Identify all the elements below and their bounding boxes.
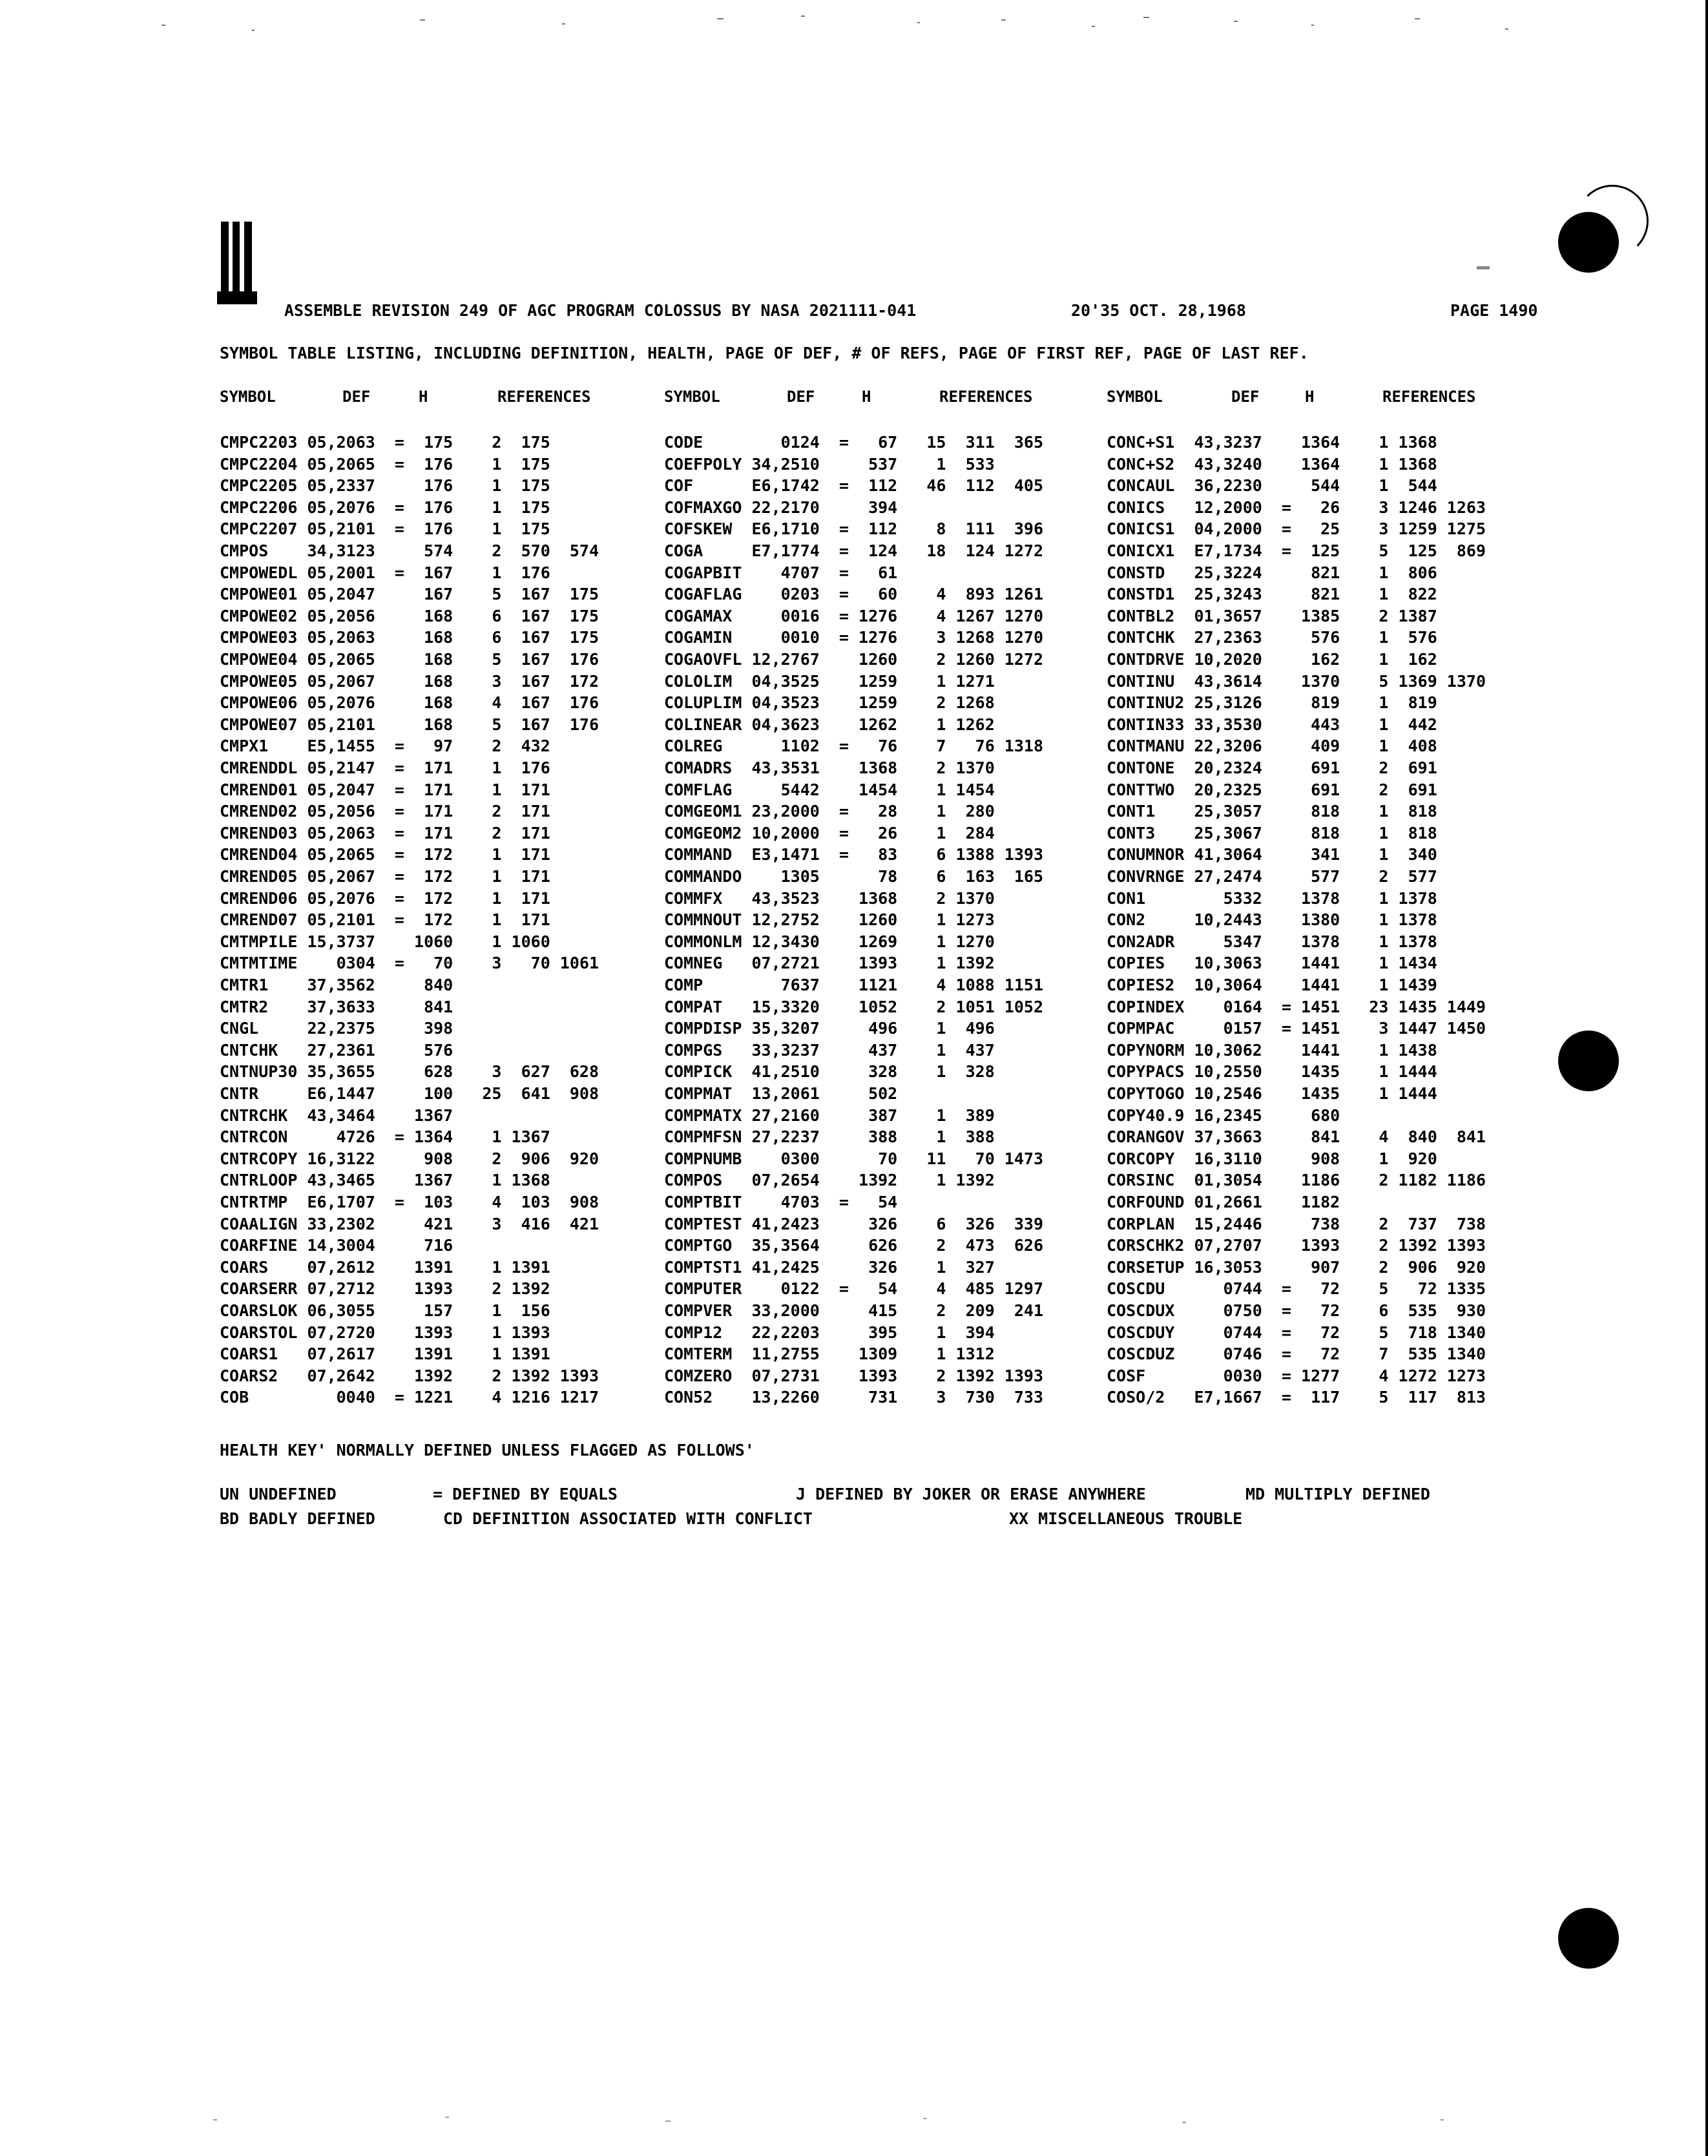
table-row: COMPAT 15,3320 1052 2 1051 1052 [664, 997, 1043, 1016]
table-row: COMP12 22,2203 395 1 394 [664, 1323, 1043, 1342]
table-row: CMPOWE07 05,2101 168 5 167 176 [220, 715, 599, 734]
table-row: COPMPAC 0157 = 1451 3 1447 1450 [1107, 1019, 1486, 1038]
table-row: COB 0040 = 1221 4 1216 1217 [220, 1388, 599, 1407]
table-row: COMPTBIT 4703 = 54 [664, 1193, 1043, 1211]
table-row: CONTTWO 20,2325 691 2 691 [1107, 780, 1486, 799]
table-row: COARS 07,2612 1391 1 1391 [220, 1257, 599, 1277]
col-header-symbol: SYMBOL [1107, 388, 1163, 406]
table-row: COMPTST1 41,2425 326 1 327 [664, 1257, 1043, 1277]
table-row: COGAPBIT 4707 = 61 [664, 563, 1043, 582]
table-row: CNTRLOOP 43,3465 1367 1 1368 [220, 1171, 599, 1190]
col-header-def: DEF [1231, 388, 1260, 406]
table-row: CONTCHK 27,2363 576 1 576 [1107, 628, 1486, 647]
table-row: CMPOWE01 05,2047 167 5 167 175 [220, 585, 599, 604]
table-row: COSF 0030 = 1277 4 1272 1273 [1107, 1366, 1486, 1385]
col-header-health: H [1305, 388, 1315, 406]
table-row: CMREND04 05,2065 = 172 1 171 [220, 845, 599, 864]
table-row: COMP 7637 1121 4 1088 1151 [664, 976, 1043, 994]
table-row: COMFLAG 5442 1454 1 1454 [664, 780, 1043, 799]
table-row: CMREND07 05,2101 = 172 1 171 [220, 910, 599, 930]
table-row: COMPOS 07,2654 1392 1 1392 [664, 1171, 1043, 1190]
table-row: COARFINE 14,3004 716 [220, 1236, 599, 1255]
table-row: CONSTD1 25,3243 821 1 822 [1107, 585, 1486, 604]
health-key-badly: BD BADLY DEFINED [220, 1509, 375, 1528]
table-row: COMPTGO 35,3564 626 2 473 626 [664, 1236, 1043, 1255]
table-row: CNTRCON 4726 = 1364 1 1367 [220, 1127, 599, 1147]
table-row: COGA E7,1774 = 124 18 124 1272 [664, 541, 1043, 560]
table-row: COMMNOUT 12,2752 1260 1 1273 [664, 910, 1043, 930]
table-row: CONTIN33 33,3530 443 1 442 [1107, 715, 1486, 734]
table-row: CONICX1 E7,1734 = 125 5 125 869 [1107, 541, 1486, 560]
table-row: COGAMIN 0010 = 1276 3 1268 1270 [664, 628, 1043, 647]
health-key-multiply: MD MULTIPLY DEFINED [1245, 1485, 1430, 1503]
table-row: CNTCHK 27,2361 576 [220, 1040, 599, 1060]
table-row: COGAMAX 0016 = 1276 4 1267 1270 [664, 606, 1043, 625]
table-row: COSO/2 E7,1667 = 117 5 117 813 [1107, 1388, 1486, 1407]
table-row: COMPMATX 27,2160 387 1 389 [664, 1105, 1043, 1125]
table-row: CORPLAN 15,2446 738 2 737 738 [1107, 1214, 1486, 1233]
table-row: COMPTEST 41,2423 326 6 326 339 [664, 1214, 1043, 1233]
margin-tick [1477, 266, 1490, 269]
table-row: CMPC2207 05,2101 = 176 1 175 [220, 519, 599, 539]
table-row: COLUPLIM 04,3523 1259 2 1268 [664, 693, 1043, 713]
table-row: CORSINC 01,3054 1186 2 1182 1186 [1107, 1171, 1486, 1190]
table-row: COFSKEW E6,1710 = 112 8 111 396 [664, 519, 1043, 539]
table-row: COARSLOK 06,3055 157 1 156 [220, 1301, 599, 1320]
table-row: COSCDUX 0750 = 72 6 535 930 [1107, 1301, 1486, 1320]
table-row: COMGEOM2 10,2000 = 26 1 284 [664, 823, 1043, 843]
table-row: CONTMANU 22,3206 409 1 408 [1107, 737, 1486, 756]
table-row: CMPOWE02 05,2056 168 6 167 175 [220, 606, 599, 625]
col-header-references: REFERENCES [1382, 388, 1476, 406]
table-row: COMZERO 07,2731 1393 2 1392 1393 [664, 1366, 1043, 1385]
table-row: COMPMAT 13,2061 502 [664, 1084, 1043, 1103]
table-row: CONICS 12,2000 = 26 3 1246 1263 [1107, 497, 1486, 517]
table-row: CMPOWEDL 05,2001 = 167 1 176 [220, 563, 599, 582]
health-key-undefined: UN UNDEFINED [220, 1485, 337, 1503]
table-row: CONTDRVE 10,2020 162 1 162 [1107, 650, 1486, 669]
table-subtitle: SYMBOL TABLE LISTING, INCLUDING DEFINITION, HEALTH, PAGE OF DEF, # OF REFS, PAGE OF FIRST REF, PAGE OF LAST REF. [220, 344, 1309, 362]
table-row: COARS1 07,2617 1391 1 1391 [220, 1345, 599, 1364]
col-header-references: REFERENCES [939, 388, 1033, 406]
table-row: CONT1 25,3057 818 1 818 [1107, 802, 1486, 821]
table-row: COARS2 07,2642 1392 2 1392 1393 [220, 1366, 599, 1385]
table-row: CMPOWE06 05,2076 168 4 167 176 [220, 693, 599, 713]
table-row: COPY40.9 16,2345 680 [1107, 1105, 1486, 1125]
table-row: COFMAXGO 22,2170 394 [664, 497, 1043, 517]
printer-logo-mark [217, 222, 262, 306]
table-row: CONCAUL 36,2230 544 1 544 [1107, 476, 1486, 496]
table-row: CMPOS 34,3123 574 2 570 574 [220, 541, 599, 560]
table-row: COPYNORM 10,3062 1441 1 1438 [1107, 1040, 1486, 1060]
assembly-title: ASSEMBLE REVISION 249 OF AGC PROGRAM COLOSSUS BY NASA 2021111-041 [284, 301, 917, 320]
table-row: CMPOWE05 05,2067 168 3 167 172 [220, 671, 599, 691]
table-row: CMREND05 05,2067 = 172 1 171 [220, 867, 599, 886]
table-row: COF E6,1742 = 112 46 112 405 [664, 476, 1043, 496]
table-row: COEFPOLY 34,2510 537 1 533 [664, 454, 1043, 474]
table-row: CMPOWE04 05,2065 168 5 167 176 [220, 650, 599, 669]
table-row: CMREND02 05,2056 = 171 2 171 [220, 802, 599, 821]
col-header-symbol: SYMBOL [664, 388, 720, 406]
page-number: PAGE 1490 [1450, 301, 1538, 320]
table-row: CMREND03 05,2063 = 171 2 171 [220, 823, 599, 843]
table-row: COPIES 10,3063 1441 1 1434 [1107, 954, 1486, 973]
table-row: COMPVER 33,2000 415 2 209 241 [664, 1301, 1043, 1320]
bottom-edge-specks [84, 2111, 1570, 2131]
symbol-table [0, 432, 1705, 1427]
table-row: CMPX1 E5,1455 = 97 2 432 [220, 737, 599, 756]
table-row: CMPC2204 05,2065 = 176 1 175 [220, 454, 599, 474]
table-row: CONTONE 20,2324 691 2 691 [1107, 759, 1486, 777]
table-row: CONTINU 43,3614 1370 5 1369 1370 [1107, 671, 1486, 691]
col-header-def: DEF [342, 388, 371, 406]
table-row: COPINDEX 0164 = 1451 23 1435 1449 [1107, 997, 1486, 1016]
table-row: CMTMPILE 15,3737 1060 1 1060 [220, 932, 599, 951]
table-row: CONTINU2 25,3126 819 1 819 [1107, 693, 1486, 713]
binder-hole-bottom [1558, 1908, 1619, 1969]
table-row: CMREND06 05,2076 = 172 1 171 [220, 888, 599, 908]
table-row: CNTRTMP E6,1707 = 103 4 103 908 [220, 1193, 599, 1211]
table-row: CONC+S2 43,3240 1364 1 1368 [1107, 454, 1486, 474]
table-row: COMMONLM 12,3430 1269 1 1270 [664, 932, 1043, 951]
table-row: CON2ADR 5347 1378 1 1378 [1107, 932, 1486, 951]
health-key-joker: J DEFINED BY JOKER OR ERASE ANYWHERE [796, 1485, 1146, 1503]
table-row: CONICS1 04,2000 = 25 3 1259 1275 [1107, 519, 1486, 539]
table-row: CORANGOV 37,3663 841 4 840 841 [1107, 1127, 1486, 1147]
table-row: CORSCHK2 07,2707 1393 2 1392 1393 [1107, 1236, 1486, 1255]
table-row: COMPGS 33,3237 437 1 437 [664, 1040, 1043, 1060]
table-row: CONTBL2 01,3657 1385 2 1387 [1107, 606, 1486, 625]
print-timestamp: 20'35 OCT. 28,1968 [1071, 301, 1246, 320]
table-row: CONVRNGE 27,2474 577 2 577 [1107, 867, 1486, 886]
table-row: COSCDU 0744 = 72 5 72 1335 [1107, 1279, 1486, 1299]
table-row: COGAFLAG 0203 = 60 4 893 1261 [664, 585, 1043, 604]
table-row: CMPC2205 05,2337 176 1 175 [220, 476, 599, 496]
health-key-misc: XX MISCELLANEOUS TROUBLE [1009, 1509, 1243, 1528]
table-row: COLINEAR 04,3623 1262 1 1262 [664, 715, 1043, 734]
table-row: CMREND01 05,2047 = 171 1 171 [220, 780, 599, 799]
table-row: COMPDISP 35,3207 496 1 496 [664, 1019, 1043, 1038]
table-row: COSCDUY 0744 = 72 5 718 1340 [1107, 1323, 1486, 1342]
table-row: COPIES2 10,3064 1441 1 1439 [1107, 976, 1486, 994]
table-row: CNTRCHK 43,3464 1367 [220, 1105, 599, 1125]
table-row: CNGL 22,2375 398 [220, 1019, 599, 1038]
table-row: CMRENDDL 05,2147 = 171 1 176 [220, 759, 599, 777]
table-row: COMADRS 43,3531 1368 2 1370 [664, 759, 1043, 777]
table-row: COMPUTER 0122 = 54 4 485 1297 [664, 1279, 1043, 1299]
table-row: COPYPACS 10,2550 1435 1 1444 [1107, 1062, 1486, 1082]
table-row: CONC+S1 43,3237 1364 1 1368 [1107, 433, 1486, 452]
table-row: CORSETUP 16,3053 907 2 906 920 [1107, 1257, 1486, 1277]
table-row: COPYTOGO 10,2546 1435 1 1444 [1107, 1084, 1486, 1103]
table-row: COMMAND E3,1471 = 83 6 1388 1393 [664, 845, 1043, 864]
binder-hole-top-arc [1576, 185, 1649, 257]
health-key-title: HEALTH KEY' NORMALLY DEFINED UNLESS FLAGGED AS FOLLOWS' [220, 1441, 755, 1460]
table-row: CNTNUP30 35,3655 628 3 627 628 [220, 1062, 599, 1082]
table-row: COARSTOL 07,2720 1393 1 1393 [220, 1323, 599, 1342]
table-row: CMTR2 37,3633 841 [220, 997, 599, 1016]
table-row: COARSERR 07,2712 1393 2 1392 [220, 1279, 599, 1299]
table-row: CODE 0124 = 67 15 311 365 [664, 433, 1043, 452]
table-row: COMMFX 43,3523 1368 2 1370 [664, 888, 1043, 908]
table-row: CON1 5332 1378 1 1378 [1107, 888, 1486, 908]
table-row: CNTRCOPY 16,3122 908 2 906 920 [220, 1149, 599, 1168]
table-row: CMTR1 37,3562 840 [220, 976, 599, 994]
table-row: CONSTD 25,3224 821 1 806 [1107, 563, 1486, 582]
health-key-equals: = DEFINED BY EQUALS [433, 1485, 618, 1503]
col-header-symbol: SYMBOL [220, 388, 276, 406]
table-row: COGAOVFL 12,2767 1260 2 1260 1272 [664, 650, 1043, 669]
table-row: CON52 13,2260 731 3 730 733 [664, 1388, 1043, 1407]
table-row: COLOLIM 04,3525 1259 1 1271 [664, 671, 1043, 691]
table-row: COMPMFSN 27,2237 388 1 388 [664, 1127, 1043, 1147]
table-row: COAALIGN 33,2302 421 3 416 421 [220, 1214, 599, 1233]
table-row: COSCDUZ 0746 = 72 7 535 1340 [1107, 1345, 1486, 1364]
table-row: COMPNUMB 0300 70 11 70 1473 [664, 1149, 1043, 1168]
table-row: COMPICK 41,2510 328 1 328 [664, 1062, 1043, 1082]
table-row: CMPOWE03 05,2063 168 6 167 175 [220, 628, 599, 647]
col-header-health: H [419, 388, 428, 406]
table-row: CMTMTIME 0304 = 70 3 70 1061 [220, 954, 599, 973]
table-row: COLREG 1102 = 76 7 76 1318 [664, 737, 1043, 756]
col-header-health: H [862, 388, 871, 406]
table-row: COMMANDO 1305 78 6 163 165 [664, 867, 1043, 886]
table-row: CORCOPY 16,3110 908 1 920 [1107, 1149, 1486, 1168]
table-row: COMTERM 11,2755 1309 1 1312 [664, 1345, 1043, 1364]
table-row: CONT3 25,3067 818 1 818 [1107, 823, 1486, 843]
table-row: CMPC2203 05,2063 = 175 2 175 [220, 433, 599, 452]
top-edge-specks [84, 12, 1570, 50]
table-row: CNTR E6,1447 100 25 641 908 [220, 1084, 599, 1103]
table-row: CONUMNOR 41,3064 341 1 340 [1107, 845, 1486, 864]
table-row: CON2 10,2443 1380 1 1378 [1107, 910, 1486, 930]
table-row: CORFOUND 01,2661 1182 [1107, 1193, 1486, 1211]
col-header-def: DEF [787, 388, 815, 406]
table-row: COMNEG 07,2721 1393 1 1392 [664, 954, 1043, 973]
col-header-references: REFERENCES [497, 388, 591, 406]
health-key-conflict: CD DEFINITION ASSOCIATED WITH CONFLICT [443, 1509, 813, 1528]
table-row: COMGEOM1 23,2000 = 28 1 280 [664, 802, 1043, 821]
table-row: CMPC2206 05,2076 = 176 1 175 [220, 497, 599, 517]
